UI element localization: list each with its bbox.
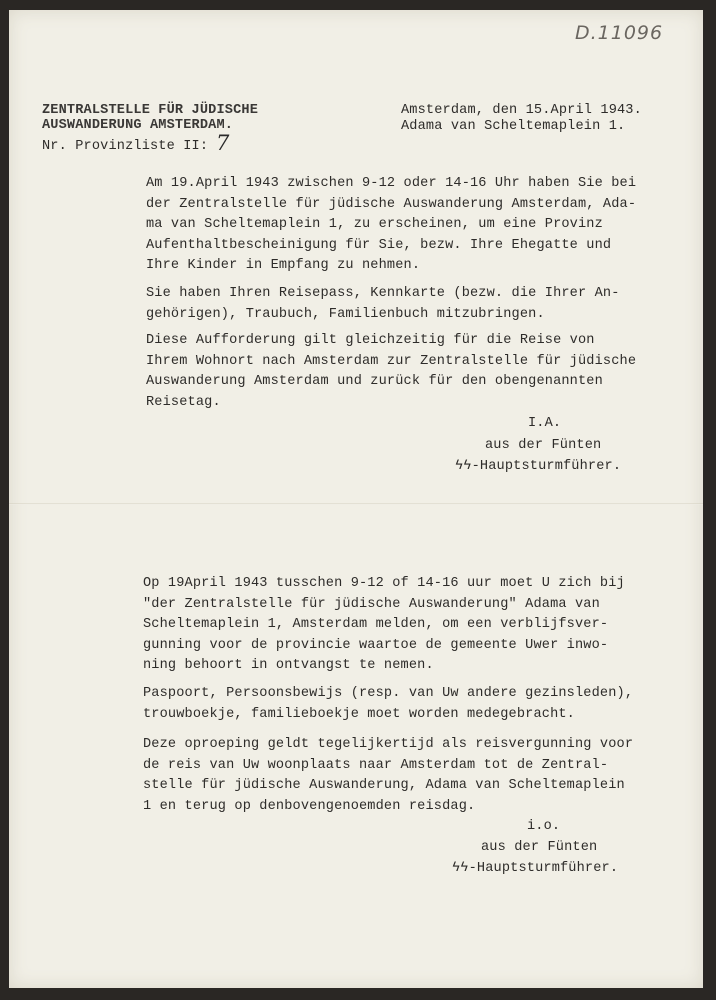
- text-line: der Zentralstelle für jüdische Auswanderung Amsterdam, Ada-: [146, 196, 637, 212]
- text-line: stelle für jüdische Auswanderung, Adama van Scheltemaplein: [143, 778, 625, 793]
- text-line: Aufenthaltbescheinigung für Sie, bezw. Ihre Ehegatte und: [146, 237, 612, 253]
- german-signature-ia: I.A.: [528, 416, 562, 431]
- text-line: Sie haben Ihren Reisepass, Kennkarte (bezw. die Ihrer An-: [146, 286, 620, 301]
- document-page: [9, 10, 703, 988]
- text-line: Ihre Kinder in Empfang zu nehmen.: [146, 258, 421, 273]
- text-line: trouwboekje, familieboekje moet worden medegebracht.: [143, 706, 575, 722]
- german-signature-rank: ϟϟ-Hauptsturmführer.: [455, 459, 622, 474]
- text-line: de reis van Uw woonplaats naar Amsterdam tot de Zentral-: [143, 757, 609, 773]
- sender-line-1: ZENTRALSTELLE FÜR JÜDISCHE: [42, 103, 258, 118]
- text-line: Auswanderung Amsterdam und zurück für den obengenannten: [146, 374, 603, 389]
- provinzliste-label: Nr. Provinzliste II:: [42, 139, 209, 154]
- address-line: Adama van Scheltemaplein 1.: [401, 119, 626, 134]
- text-line: gunning voor de provincie waartoe de gemeente Uwer inwo-: [143, 637, 609, 653]
- text-line: Reisetag.: [146, 394, 221, 410]
- text-line: ma van Scheltemaplein 1, zu erscheinen, um eine Provinz: [146, 217, 603, 232]
- text-line: "der Zentralstelle für jüdische Auswanderung" Adama van: [143, 596, 600, 612]
- text-line: ning behoort in ontvangst te nemen.: [143, 658, 434, 673]
- text-line: Scheltemaplein 1, Amsterdam melden, om een verblijfsver-: [143, 617, 609, 632]
- text-line: Ihrem Wohnort nach Amsterdam zur Zentralstelle für jüdische: [146, 353, 637, 369]
- dutch-paragraph-1: [143, 574, 625, 677]
- german-signature-name: aus der Fünten: [485, 438, 602, 453]
- german-paragraph-3: [146, 331, 636, 413]
- dutch-signature-name: aus der Fünten: [481, 840, 598, 855]
- text-line: Op 19April 1943 tusschen 9-12 of 14-16 uur moet U zich bij: [143, 576, 625, 591]
- german-paragraph-2: [146, 284, 620, 325]
- dutch-paragraph-3: [143, 735, 633, 817]
- text-line: 1 en terug op denbovengenoemden reisdag.: [143, 798, 476, 814]
- german-paragraph-1: [146, 174, 636, 277]
- text-line: Paspoort, Persoonsbewijs (resp. van Uw andere gezinsleden),: [143, 686, 634, 701]
- text-line: Diese Aufforderung gilt gleichzeitig für die Reise von: [146, 333, 595, 348]
- place-date-line: Amsterdam, den 15.April 1943.: [401, 103, 642, 118]
- dutch-signature-io: i.o.: [527, 819, 561, 834]
- dutch-signature-rank: ϟϟ-Hauptsturmführer.: [452, 861, 619, 876]
- archive-number: D.11096: [575, 22, 664, 44]
- text-line: gehörigen), Traubuch, Familienbuch mitzubringen.: [146, 306, 545, 322]
- provinzliste-number: 7: [216, 131, 230, 155]
- dutch-paragraph-2: [143, 684, 633, 725]
- text-line: Am 19.April 1943 zwischen 9-12 oder 14-16 Uhr haben Sie bei: [146, 176, 637, 191]
- fold-line: [9, 503, 703, 505]
- text-line: Deze oproeping geldt tegelijkertijd als reisvergunning voor: [143, 737, 634, 752]
- sender-line-2: AUSWANDERUNG AMSTERDAM.: [42, 118, 234, 133]
